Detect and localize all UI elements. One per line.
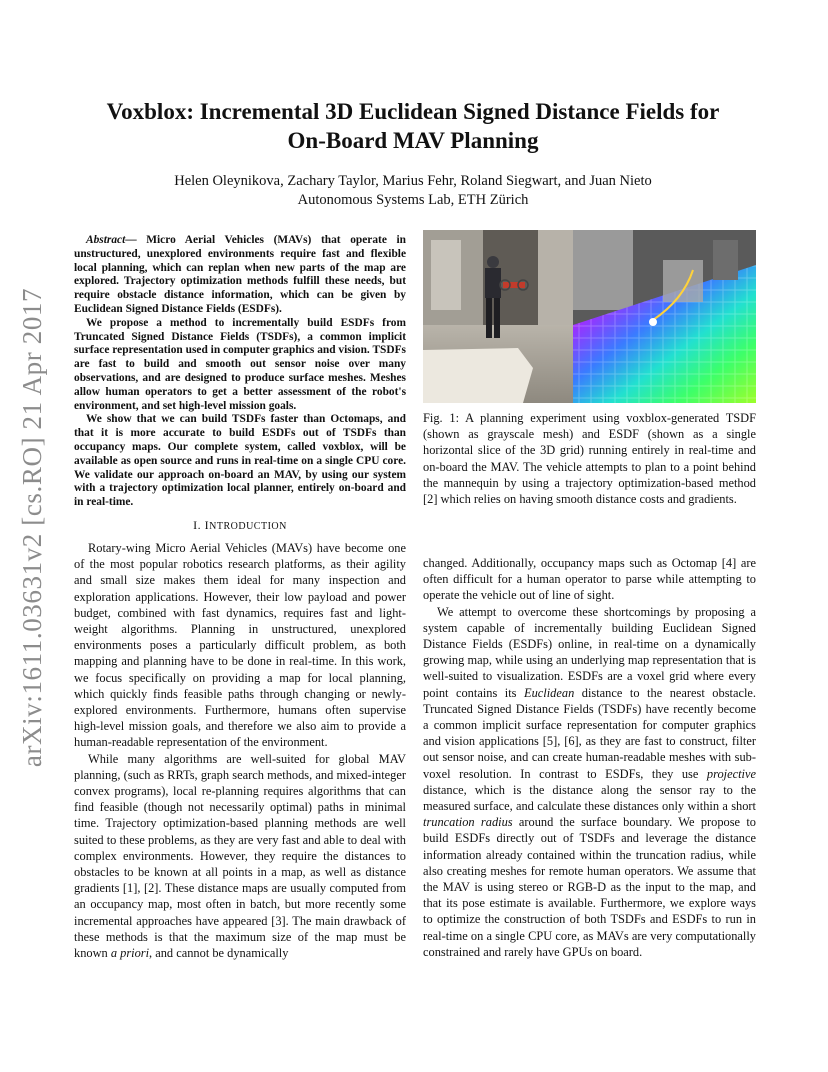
intro-paragraph-2: While many algorithms are well-suited for global MAV planning, (such as RRTs, graph search methods, and mixed-integer convex programs), local re-planning requires algorithms that can find feasible (though not necessarily optimal) paths in minimal time. Trajectory optimization-based planning methods are well suited to these problems, as they are very fast and able to deal with complex environments. However, they require the distances to obstacles to be known at all points in a map, as well as distance gradients [1], [2]. These distance maps are usually computed from an occupancy map, most often in batch, but more recently some incremental approaches have appeared [3]. The main drawback of these methods is that the maximum size of the map must be known a priori, and cannot be dynamically <box>74 751 406 961</box>
abstract-paragraph-2: We propose a method to incrementally build ESDFs from Truncated Signed Distance Fields (TSDFs), a common implicit surface representation used in computer graphics and vision. TSDFs are fast to build and smooth out sensor noise over many observations, and are designed to produce surface meshes. Meshes allow human operators to get a better assessment of the robot's environment, and set high-level mission goals. <box>74 316 406 412</box>
title-line-2: On-Board MAV Planning <box>287 128 539 153</box>
mattress <box>423 348 533 403</box>
mav <box>503 282 525 288</box>
introduction-text <box>74 540 406 961</box>
author-block <box>80 172 746 210</box>
abstract-label: Abstract <box>86 234 126 246</box>
mannequin <box>485 268 501 298</box>
affiliation: Autonomous Systems Lab, ETH Zürich <box>297 192 529 208</box>
abstract <box>74 234 406 510</box>
section-heading: I. INTRODUCTION <box>193 518 287 532</box>
title-line-1: Voxblox: Incremental 3D Euclidean Signed Distance Fields for <box>106 99 720 124</box>
figure-1-image <box>423 230 756 403</box>
introduction-continued <box>423 555 756 960</box>
abstract-paragraph-1: Abstract— Micro Aerial Vehicles (MAVs) that operate in unstructured, unexplored environments require fast and flexible local planning, which can replan when new parts of the map are explored. Trajectory optimization methods fulfill these needs, but require obstacle distance information, which can be given by Euclidean Signed Distance Fields (ESDFs). <box>74 234 406 315</box>
right-paragraph-1: changed. Additionally, occupancy maps such as Octomap [4] are often difficult for a human operator to parse while attempting to operate the vehicle out of line of sight. <box>423 556 756 603</box>
author-list: Helen Oleynikova, Zachary Taylor, Marius Fehr, Roland Siegwart, and Juan Nieto <box>174 173 652 189</box>
figure-1-caption: Fig. 1: A planning experiment using voxblox-generated TSDF (shown as grayscale mesh) and ESDF (shown as a single horizontal slice of the 3D grid) running entirely in real-time and on-board the MAV. The vehicle attempts to plan to a point behind the mannequin by using a trajectory optimization-based method [2] which relies on having smooth distance costs and gradients. <box>423 411 756 507</box>
abstract-paragraph-3: We show that we can build TSDFs faster than Octomaps, and that it is more accurate to build ESDFs out of TSDFs than occupancy maps. Our complete system, called voxblox, will be available as open source and runs in real-time on a single CPU core. We validate our approach on-board an MAV, by using our system with a trajectory optimization local planner, entirely on-board and in real-time. <box>74 413 406 509</box>
intro-paragraph-1: Rotary-wing Micro Aerial Vehicles (MAVs) have become one of the most popular robotics research platforms, as their agility and small size makes them ideal for many inspection and exploration applications. However, their low payload and power budget, combined with fast dynamics, requires fast and light-weight algorithms. Planning in unstructured, unexplored environments poses a particularly difficult problem, as both mapping and planning have to be done in real-time. In this work, we focus specifically on providing a map for local planning, which quickly finds feasible paths through changing or newly-explored environments. Furthermore, humans often supervise high-level mission goals, and therefore we also aim to provide a human-readable representation of the environment. <box>74 541 406 750</box>
right-paragraph-2: We attempt to overcome these shortcomings by proposing a system capable of incrementally building Euclidean Signed Distance Fields (ESDFs) online, in real-time on a dynamically growing map, while using an underlying map representation that is well-suited to visualization. ESDFs are a voxel grid where every point contains its Euclidean distance to the nearest obstacle. Truncated Signed Distance Fields (TSDFs) have recently become a common implicit surface representation for computer graphics and vision applications [5], [6], as they are fast to construct, filter out sensor noise, and can create human-readable meshes with sub-voxel resolution. In contrast to ESDFs, they use projective distance, which is the distance along the sensor ray to the measured surface, and calculate these distances only within a short truncation radius around the surface boundary. We propose to build ESDFs directly out of TSDFs and leverage the distance information already contained within the truncation radius, while also creating meshes for remote human operators. We assume that the MAV is using stereo or RGB-D as the input to the map, and that its pose estimate is available. Furthermore, we explore ways to optimize the construction of both TSDFs and ESDFs to run in real-time on a single CPU core, as MAVs are very computationally constrained and rarely have GPUs on board. <box>423 604 757 959</box>
arxiv-identifier: arXiv:1611.03631v2 [cs.RO] 21 Apr 2017 <box>17 287 48 768</box>
paper-title <box>80 97 746 155</box>
